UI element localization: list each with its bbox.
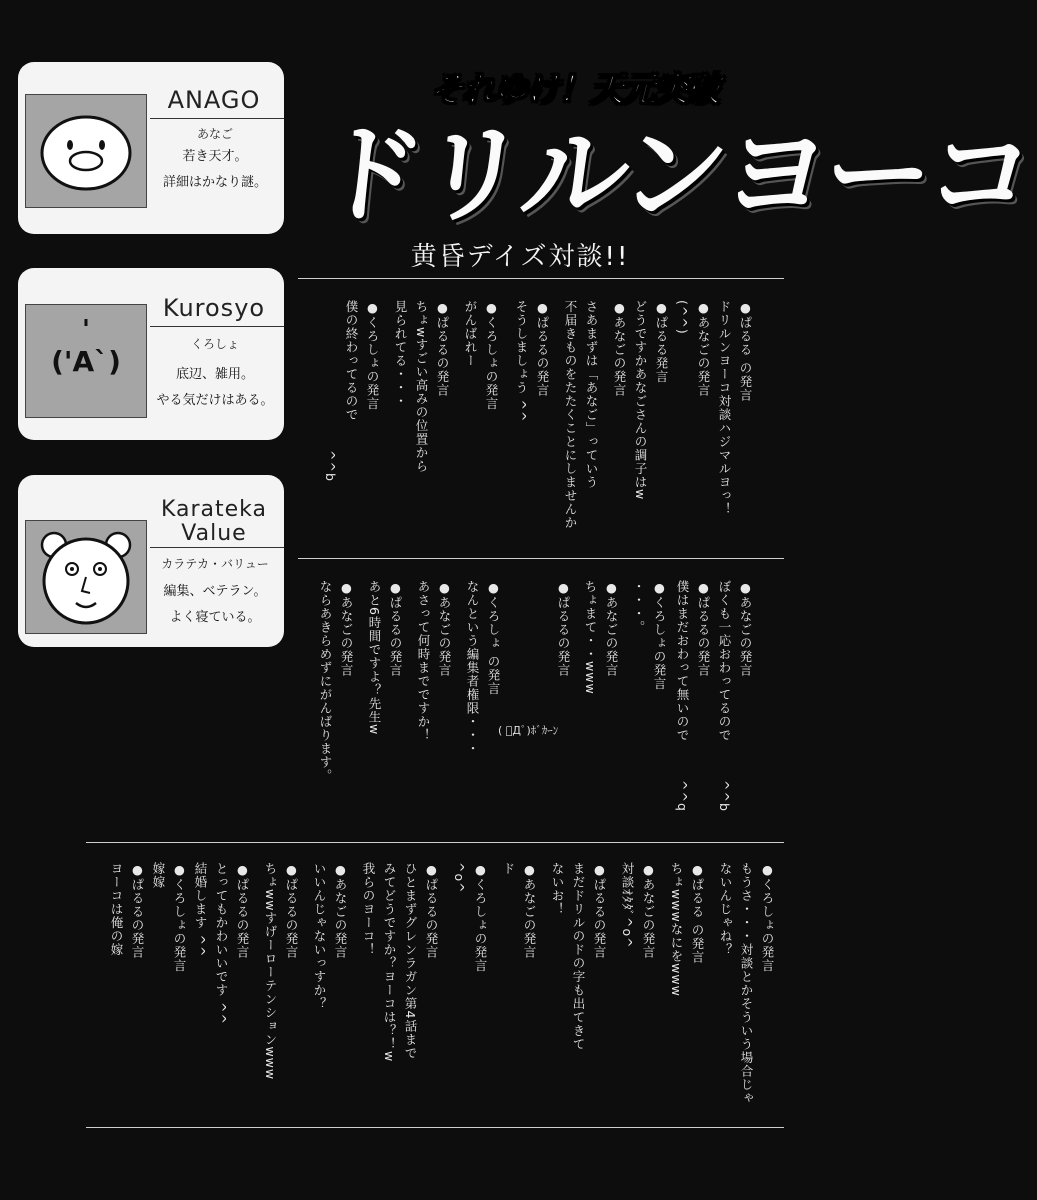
dialogue-line: 我らのヨーコ！	[361, 862, 376, 957]
section-divider-4	[86, 1127, 784, 1128]
dialogue-line: どうですかあなごさんの調子はw	[633, 300, 648, 501]
profile-name-line1: Karateka	[160, 497, 268, 522]
dialogue-line: ちょwすごい高みの位置から	[414, 300, 429, 474]
dialogue-line: ドリルンヨーコ対談ハジマルヨっ！	[717, 300, 732, 516]
profile-name: ANAGO	[167, 86, 261, 114]
dialogue-line: まだドリルのドの字も出てきて	[571, 862, 586, 1051]
dialogue-line: ^o^	[452, 862, 467, 894]
dialogue-line: ●ぱるるの発言	[592, 862, 607, 959]
kaomoji-annotation: ( ﾟДﾟ)ﾎﾞｶｰﾝ	[498, 724, 559, 737]
dialogue-line: みてどうですか？ヨーコは？！w	[382, 862, 397, 1063]
profile-kana: あなご	[196, 127, 233, 141]
kurosyo-face: ('A`)	[51, 345, 121, 378]
dialogue-line: 嫁嫁	[151, 862, 166, 889]
dialogue-line: ●ぱるるの発言	[284, 862, 299, 959]
dialogue-line: ●ぱるるの発言	[556, 580, 571, 677]
karateka-portrait	[25, 520, 147, 634]
section-divider-1	[298, 278, 784, 279]
dialogue-line: ちょwwすげーローテンションwww	[263, 862, 278, 1081]
dialogue-line: ●あなごの発言	[612, 300, 627, 397]
dialogue-line: ・・・。	[631, 580, 646, 634]
dialogue-line: (^^)	[675, 300, 690, 335]
dialogue-line: ひとまずグレンラガン第4話まで	[403, 862, 418, 1060]
section-divider-2	[298, 558, 784, 559]
profile-desc-line2: 詳細はかなり謎。	[162, 175, 267, 190]
dialogue-line: ●ぱるる の発言	[690, 862, 705, 964]
dialogue-line: 結婚します ^^	[193, 862, 208, 958]
dialogue-line: ●くろしょの発言	[172, 862, 187, 973]
dialogue-line: ●ぱるるの発言	[435, 300, 450, 397]
profile-card-anago	[18, 62, 284, 234]
dialogue-line: ●くろしょの発言	[760, 862, 775, 973]
dialogue-line: ●あなごの発言	[738, 580, 753, 677]
dialogue-line: ●あなごの発言	[437, 580, 452, 677]
dialogue-line: ●あなごの発言	[522, 862, 537, 959]
divider	[150, 547, 284, 548]
dialogue-line: さあまずは「あなご」っていう	[584, 300, 599, 489]
anago-portrait	[25, 94, 147, 208]
profile-kana: カラテカ・バリュー	[161, 557, 269, 571]
page-subtitle: 黄昏デイズ対談!!	[410, 242, 630, 272]
divider	[150, 326, 284, 327]
dialogue-line: ^^b	[717, 780, 732, 812]
dialogue-line: ●くろしょの発言	[652, 580, 667, 691]
profile-desc-line1: 底辺、雑用。	[175, 367, 254, 382]
dialogue-line: ●ぱるるの発言	[696, 580, 711, 677]
dialogue-line: 見られてる・・・	[393, 300, 408, 408]
dialogue-line: とってもかわいいです ^^	[214, 862, 229, 1025]
dialogue-line: ちょまて・・www	[583, 580, 598, 695]
dialogue-line: ●あなごの発言	[696, 300, 711, 397]
dialogue-line: ●くろしょ の発言	[486, 580, 501, 696]
profile-desc-line1: 若き天才。	[182, 149, 248, 164]
dialogue-line: 不届きものをたたくことにしませんか	[563, 300, 578, 530]
dialogue-line: ^^b	[323, 450, 338, 482]
dialogue-line: ●ぱるる発言	[654, 300, 669, 384]
dialogue-line: ないんじゃね？	[718, 862, 733, 957]
kurosyo-face-top: '	[82, 315, 90, 345]
profile-name-line2: Value	[181, 521, 247, 546]
profile-card-karateka	[18, 475, 284, 647]
dialogue-line: いいんじゃないっすか？	[312, 862, 327, 1011]
dialogue-line: 僕はまだおわって無いので	[675, 580, 690, 742]
bear-face-icon	[26, 521, 146, 633]
dialogue-line: ●あなごの発言	[641, 862, 656, 959]
dialogue-line: そうしましょう ^^	[514, 300, 529, 423]
dialogue-line: なんという編集者権限・・・	[465, 580, 480, 756]
dialogue-line: ●ぱるるの発言	[235, 862, 250, 959]
profile-desc-line1: 編集、ベテラン。	[163, 584, 267, 599]
dialogue-line: ヨーコは俺の嫁	[109, 862, 124, 957]
dialogue-line: ないお！	[550, 862, 565, 916]
dialogue-line: 対談ｵﾀﾀﾞ^o^	[620, 862, 635, 949]
dialogue-line: ぼくも一応おわってるので	[717, 580, 732, 742]
profile-name: Kurosyo	[162, 294, 266, 322]
logo-subtitle: それゆけ！天元突破	[430, 70, 718, 110]
dialogue-line: ●あなごの発言	[339, 580, 354, 677]
profile-kana: くろしょ	[190, 337, 239, 351]
dialogue-line: あさって何時までですか！	[416, 580, 431, 742]
profile-desc-line2: よく寝ている。	[169, 610, 261, 625]
dialogue-line: ちょwwwなにをwww	[669, 862, 684, 997]
dialogue-line: ^^q	[675, 780, 690, 812]
dialogue-line: もうさ・・・対談とかそういう場合じゃ	[739, 862, 754, 1105]
profile-desc-line2: やる気だけはある。	[156, 393, 274, 408]
dialogue-line: ●あなごの発言	[333, 862, 348, 959]
dialogue-line: 僕の終わってるので	[344, 300, 359, 422]
logo-title: ドリルンヨーコ	[310, 113, 1035, 238]
dialogue-line: あと6時間ですよ？先生w	[367, 580, 382, 736]
dialogue-line: ●くろしょの発言	[484, 300, 499, 411]
dialogue-line: ●ぱるる の発言	[738, 300, 753, 402]
dialogue-line: ●ぱるるの発言	[130, 862, 145, 959]
dialogue-line: ●くろしょの発言	[473, 862, 488, 973]
section-divider-3	[86, 842, 784, 843]
dialogue-line: ならあきらめずにがんばります。	[318, 580, 333, 783]
kurosyo-portrait	[25, 304, 147, 418]
dialogue-line: ●あなごの発言	[604, 580, 619, 677]
dialogue-line: ●ぱるるの発言	[388, 580, 403, 677]
dialogue-line: ●ぱるるの発言	[535, 300, 550, 397]
dialogue-line: ド	[501, 862, 516, 876]
divider	[150, 118, 284, 119]
dialogue-line: ●ぱるるの発言	[424, 862, 439, 959]
dialogue-line: ●くろしょの発言	[365, 300, 380, 411]
dialogue-line: がんばれー	[463, 300, 478, 368]
anago-face-icon	[26, 95, 146, 207]
profile-card-kurosyo	[18, 268, 284, 440]
